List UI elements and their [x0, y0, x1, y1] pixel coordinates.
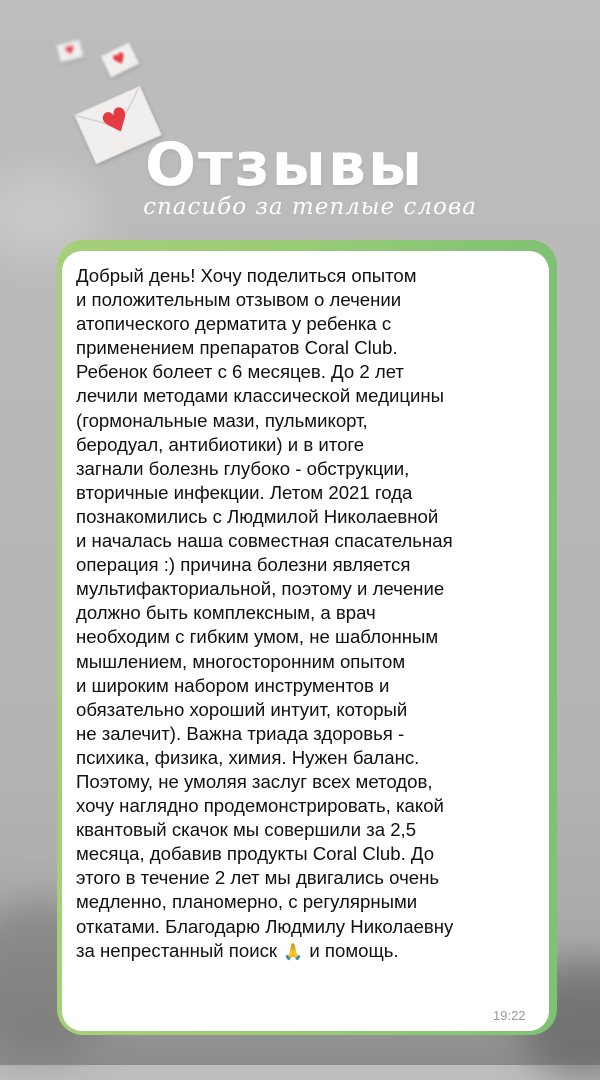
envelope-heart-icon [100, 42, 139, 78]
heart-icon: ♥ [63, 43, 77, 59]
review-message-text [76, 264, 538, 964]
message-timestamp: 19:22 [493, 1008, 526, 1023]
review-text-end: и помощь. [309, 939, 399, 961]
heart-icon: ♥ [95, 98, 138, 145]
heart-icon: ♥ [109, 48, 130, 71]
page-title: Отзывы [145, 130, 425, 200]
review-text-main: Добрый день! Хочу поделиться опытом и положительным отзывом о лечении атопического дерматита у ребенка с применением препаратов Coral Club. Ребенок болеет с 6 месяцев. До 2 лет лечили методами классической медицины (гормональные мази, пульмикорт, беродуал, антибиотики) и в итоге загнали болезнь глубоко - обструкции, вторичные инфекции. Летом 2021 года познакомились с Людмилой Николаевной и началась наша совместная спасательная операция :) причина болезни является мультифакториальной, поэтому и лечение должно быть комплексным, а врач необходим с гибким умом, не шаблонным мышлением, многосторонним опытом и широким набором инструментов и обязательно хороший интуит, который не залечит). Важна триада здоровья - психика, физика, химия. Нужен баланс. Поэтому, не умоляя заслуг всех методов, хочу наглядно продемонстрировать, какой квантовый скачок мы совершили за 2,5 месяца, добавив продукты Coral Club. До этого в течение 2 лет мы двигались очень медленно, планомерно, с регулярными откатами. Благодарю Людмилу Николаевну за непрестанный поиск [76, 265, 454, 961]
page-subtitle: спасибо за теплые слова [143, 194, 477, 220]
envelope-heart-icon [56, 39, 84, 62]
praying-hands-icon: 🙏 [283, 941, 304, 961]
